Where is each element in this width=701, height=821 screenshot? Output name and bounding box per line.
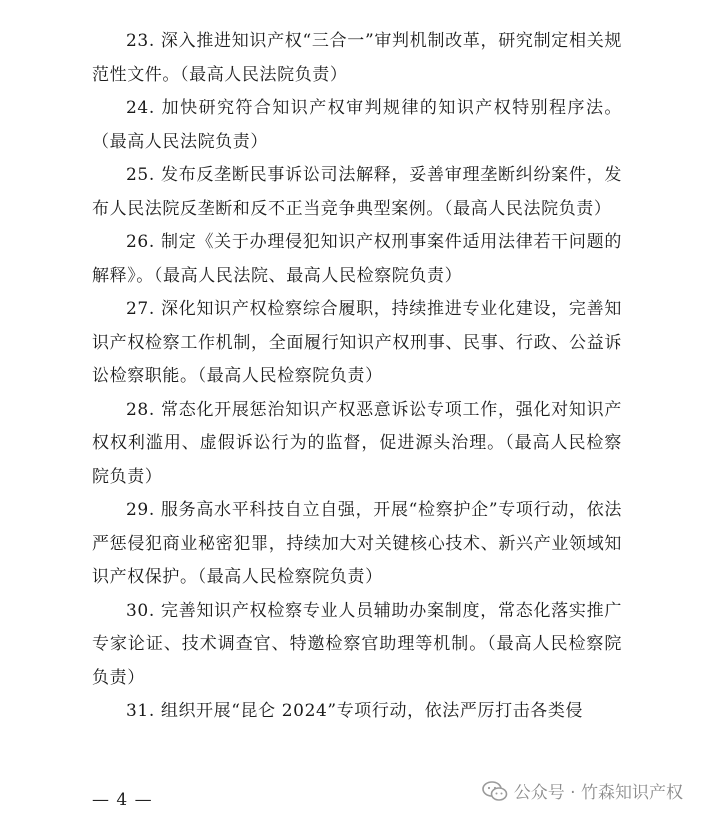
watermark-text: 公众号 · 竹森知识产权 (513, 783, 683, 803)
paragraph-31: 31. 组织开展“昆仑 2024”专项行动，依法严厉打击各类侵 (126, 701, 584, 721)
paragraph-30: 30. 完善知识产权检察专业人员辅助办案制度，常态化落实推广专家论证、技术调查官、特邀检察官助理等机制。（最高人民检察院负责） (92, 600, 622, 688)
paragraph-26: 26. 制定《关于办理侵犯知识产权刑事案件适用法律若干问题的解释》。（最高人民法院、最高人民检察院负责） (92, 232, 622, 286)
watermark (482, 778, 683, 803)
paragraph-29: 29. 服务高水平科技自立自强，开展“检察护企”专项行动，依法严惩侵犯商业秘密犯罪，持续加大对关键核心技术、新兴产业领域知识产权保护。（最高人民检察院负责） (92, 500, 622, 587)
paragraph-28: 28. 常态化开展惩治知识产权恶意诉讼专项工作，强化对知识产权权利滥用、虚假诉讼行为的监督，促进源头治理。（最高人民检察院负责） (92, 399, 622, 487)
paragraph-25: 25. 发布反垄断民事诉讼司法解释，妥善审理垄断纠纷案件，发布人民法院反垄断和反不正当竞争典型案例。（最高人民法院负责） (92, 165, 622, 219)
wechat-icon (482, 781, 508, 801)
paragraph-24: 24. 加快研究符合知识产权审判规律的知识产权特别程序法。（最高人民法院负责） (92, 98, 622, 152)
paragraph-27: 27. 深化知识产权检察综合履职，持续推进专业化建设，完善知识产权检察工作机制，全面履行知识产权刑事、民事、行政、公益诉讼检察职能。（最高人民检察院负责） (92, 299, 622, 386)
paragraph-23: 23. 深入推进知识产权“三合一”审判机制改革，研究制定相关规范性文件。（最高人民法院负责） (92, 31, 622, 85)
document-body (92, 25, 622, 729)
page-number: — 4 — (92, 790, 153, 810)
